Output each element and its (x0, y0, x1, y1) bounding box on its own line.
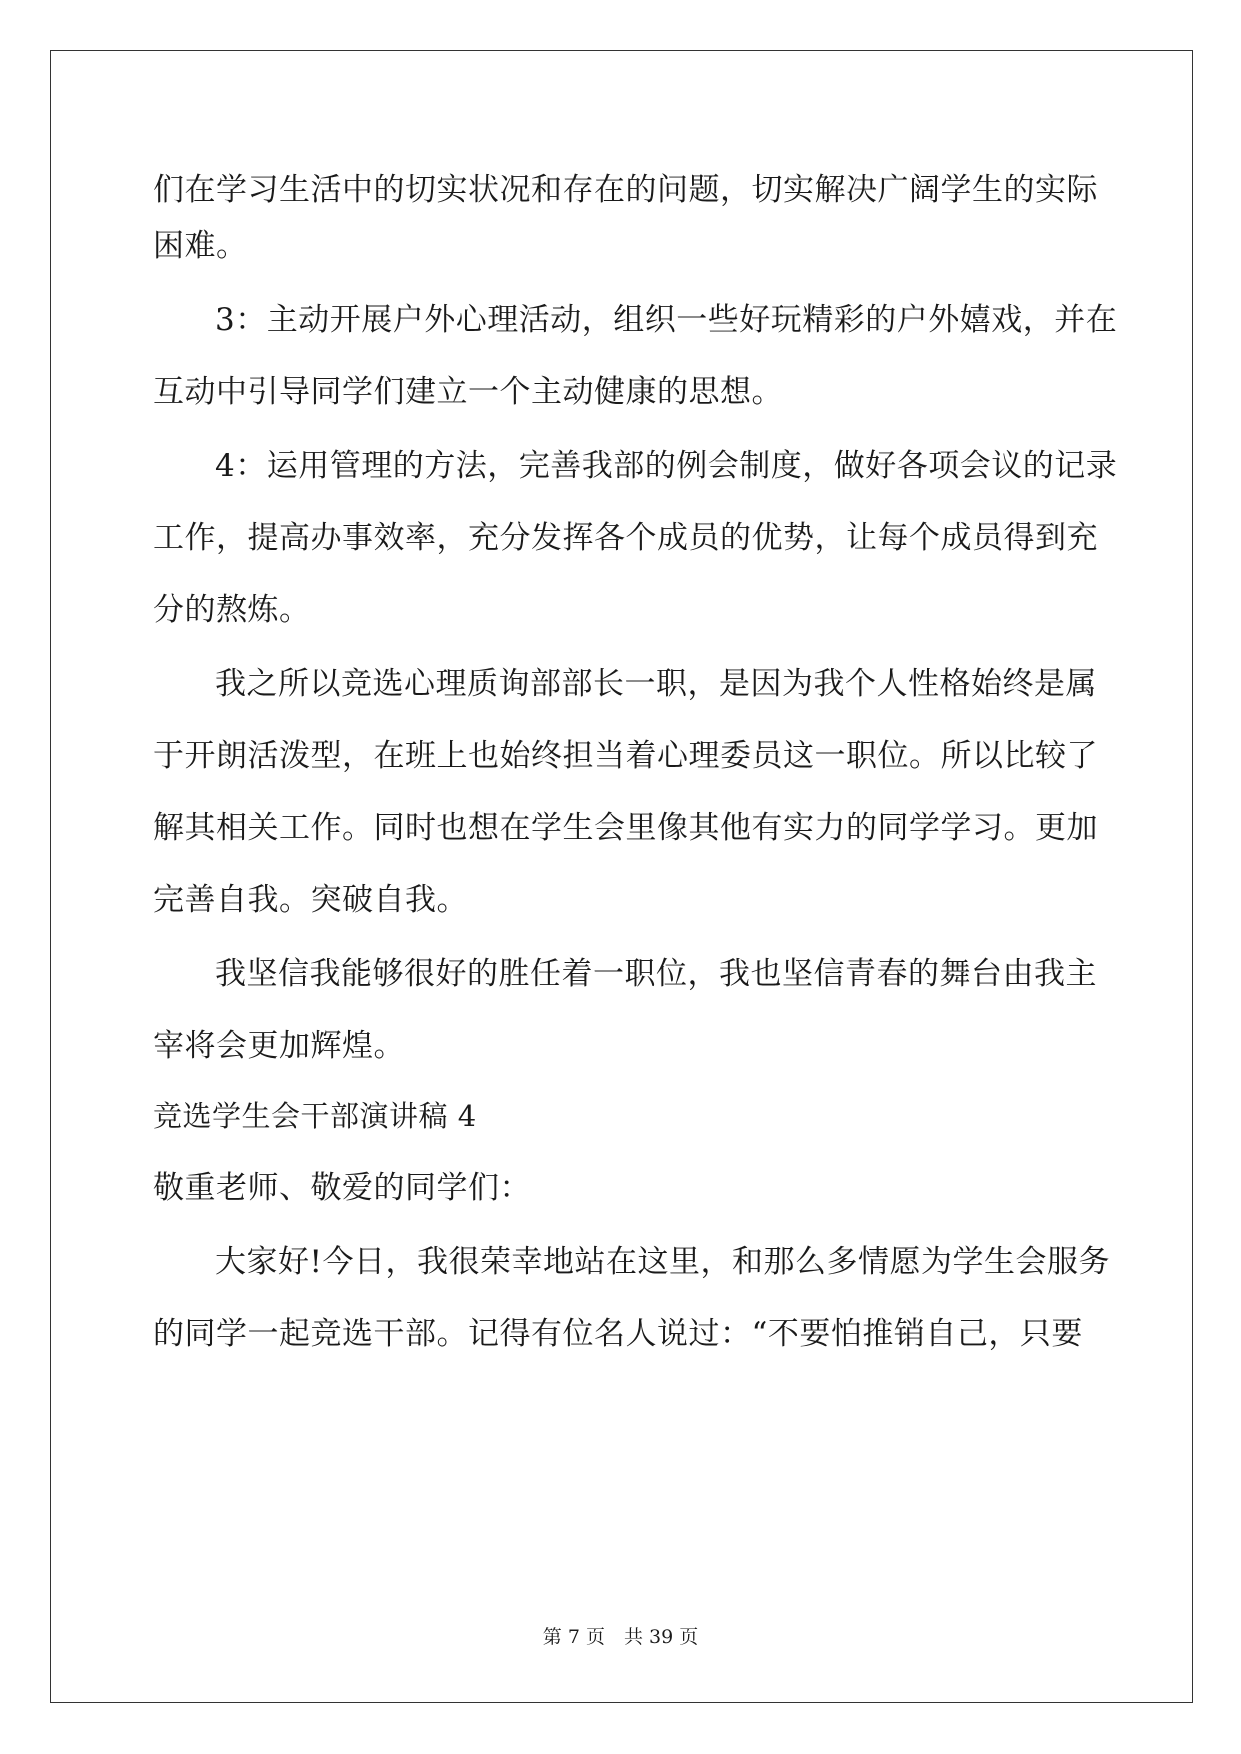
body-line: 完善自我。突破自我。 (153, 882, 468, 918)
salutation-line: 敬重老师、敬爱的同学们： (153, 1170, 531, 1206)
body-line: 们在学习生活中的切实状况和存在的问题，切实解决广阔学生的实际 (153, 172, 1098, 208)
page-border (50, 50, 1193, 1703)
paragraph-start-line: 我之所以竞选心理质询部部长一职，是因为我个人性格始终是属 (215, 666, 1097, 702)
paragraph-start-line: 我坚信我能够很好的胜任着一职位，我也坚信青春的舞台由我主 (215, 956, 1097, 992)
section-heading: 竞选学生会干部演讲稿 4 (153, 1099, 477, 1133)
paragraph-start-line: 大家好!今日，我很荣幸地站在这里，和那么多情愿为学生会服务 (215, 1244, 1110, 1280)
paragraph-start-line: 3：主动开展户外心理活动，组织一些好玩精彩的户外嬉戏，并在 (215, 302, 1118, 338)
page-number-footer: 第 7 页 共 39 页 (542, 1626, 699, 1648)
body-line: 的同学一起竞选干部。记得有位名人说过：“不要怕推销自己，只要 (153, 1316, 1083, 1352)
body-line: 困难。 (153, 228, 248, 264)
body-line: 工作，提高办事效率，充分发挥各个成员的优势，让每个成员得到充 (153, 520, 1098, 556)
body-line: 宰将会更加辉煌。 (153, 1028, 405, 1064)
body-line: 分的熬炼。 (153, 592, 311, 628)
body-line: 于开朗活泼型，在班上也始终担当着心理委员这一职位。所以比较了 (153, 738, 1098, 774)
paragraph-start-line: 4：运用管理的方法，完善我部的例会制度，做好各项会议的记录 (215, 448, 1118, 484)
body-line: 互动中引导同学们建立一个主动健康的思想。 (153, 374, 783, 410)
body-line: 解其相关工作。同时也想在学生会里像其他有实力的同学学习。更加 (153, 810, 1098, 846)
